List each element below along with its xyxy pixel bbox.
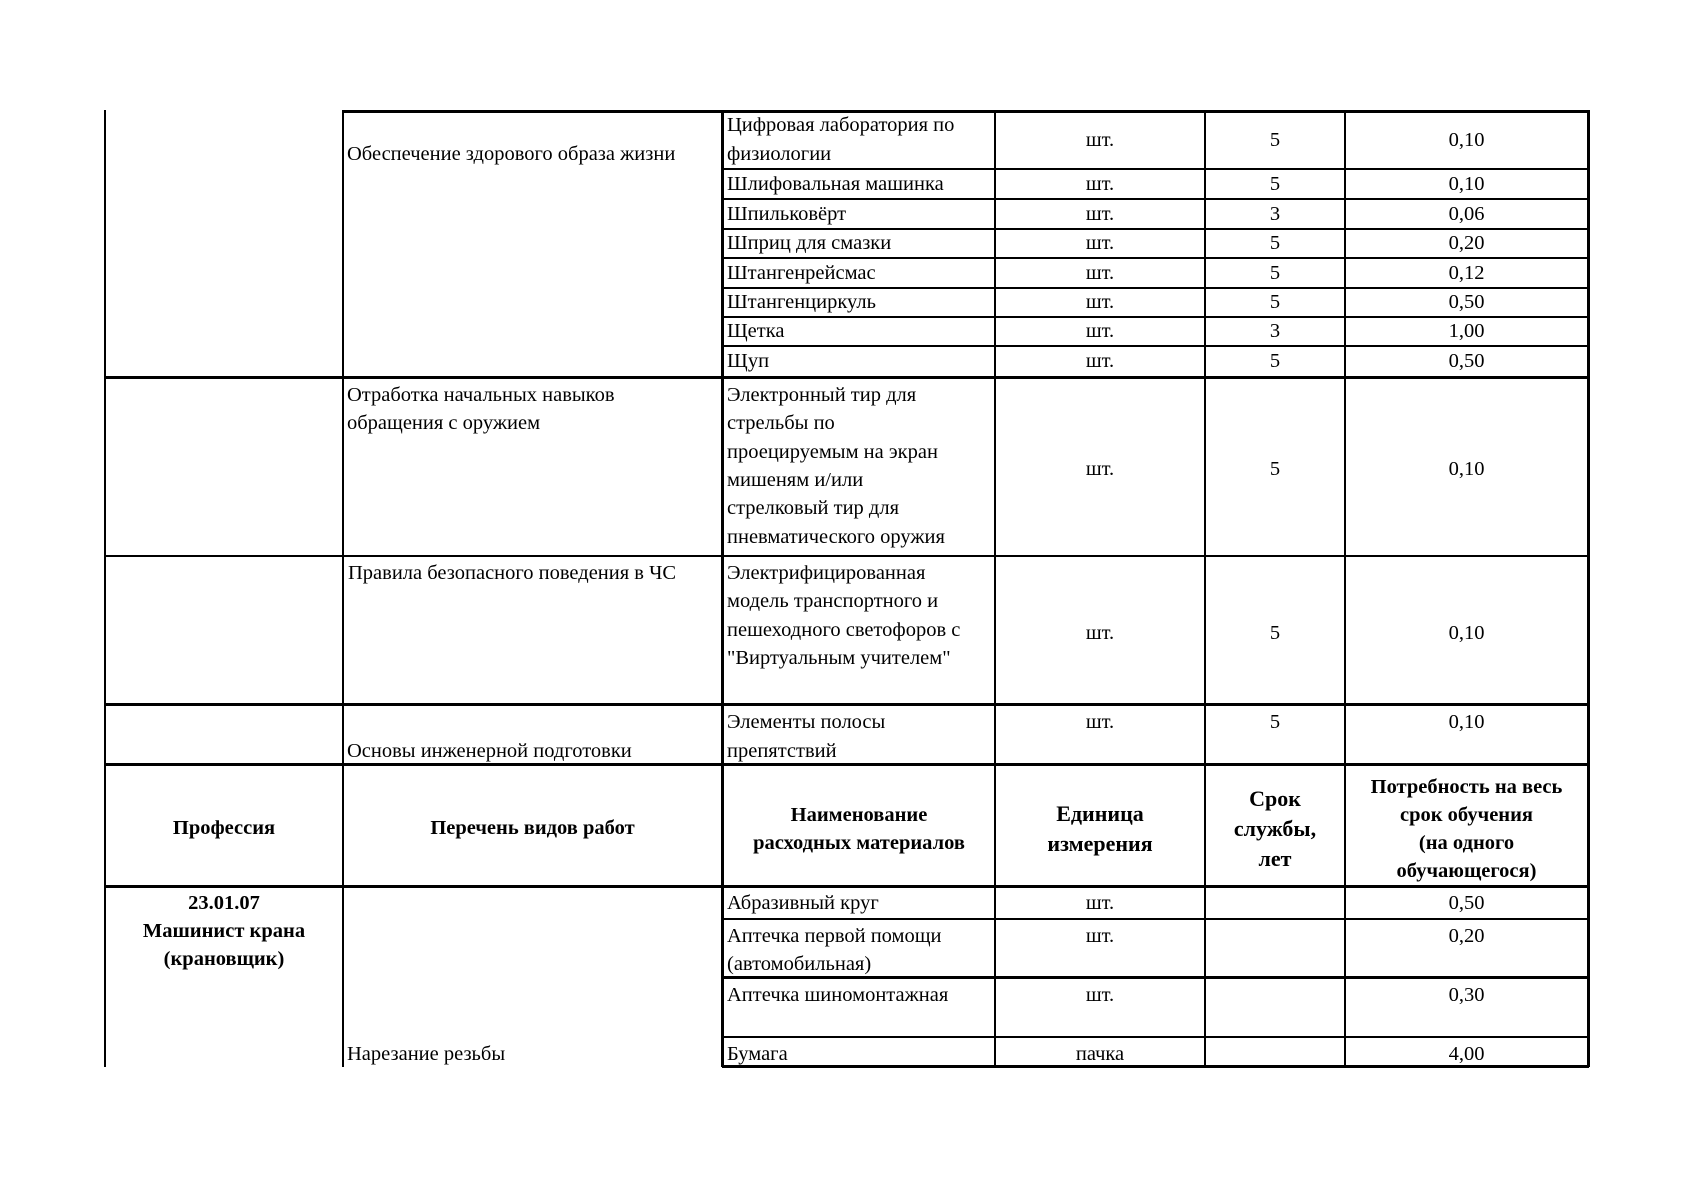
table-rule [104, 703, 1589, 706]
header-need: (на одного [1418, 832, 1515, 854]
table-rule [342, 110, 344, 1067]
header-unit: измерения [1047, 831, 1153, 856]
table-cell-need: 0,06 [1448, 203, 1485, 225]
header-need: обучающегося) [1396, 860, 1537, 882]
table-cell-name: модель транспортного и [727, 590, 939, 612]
table-cell-years: 5 [1269, 711, 1281, 733]
table-cell-name: мишеням и/или [727, 469, 864, 491]
table-cell-unit: шт. [1085, 173, 1115, 195]
table-cell-name: Щетка [727, 320, 785, 342]
table-cell-unit: шт. [1085, 203, 1115, 225]
header-need: срок обучения [1399, 804, 1534, 826]
table-cell-name: Шприц для смазки [727, 232, 892, 254]
table-cell-need: 4,00 [1448, 1043, 1485, 1065]
table-cell-name: (автомобильная) [727, 953, 872, 975]
table-cell-work: Правила безопасного поведения в ЧС [348, 562, 677, 584]
table-cell-name: пневматического оружия [727, 526, 945, 548]
table-cell-name: препятствий [727, 740, 837, 762]
table-cell-unit: шт. [1085, 350, 1115, 372]
header-need: Потребность на весь [1370, 776, 1563, 798]
table-cell-need: 0,30 [1448, 984, 1485, 1006]
profession-title: Машинист крана [142, 920, 306, 942]
table-cell-name: Аптечка первой помощи [727, 925, 942, 947]
table-cell-years: 5 [1269, 129, 1281, 151]
table-cell-name: Элементы полосы [727, 711, 886, 733]
table-cell-name: Цифровая лаборатория по [727, 114, 955, 136]
table-rule [721, 110, 724, 1067]
table-cell-years: 5 [1269, 173, 1281, 195]
table-cell-unit: шт. [1085, 291, 1115, 313]
table-cell-name: Электрифицированная [727, 562, 926, 584]
table-cell-name: Шлифовальная машинка [727, 173, 944, 195]
table-cell-name: Электронный тир для [727, 384, 917, 406]
table-rule [104, 763, 1589, 766]
header-unit: Единица [1056, 801, 1144, 826]
table-cell-work: Отработка начальных навыков [347, 384, 615, 406]
table-cell-name: Штангенциркуль [727, 291, 876, 313]
table-cell-name: пешеходного светофоров с [727, 619, 961, 641]
table-cell-unit: шт. [1085, 711, 1115, 733]
table-cell-unit: шт. [1085, 232, 1115, 254]
table-cell-work: обращения с оружием [347, 412, 541, 434]
table-cell-unit: шт. [1085, 892, 1115, 914]
table-cell-need: 0,10 [1448, 173, 1485, 195]
header-works: Перечень видов работ [430, 817, 635, 839]
table-cell-years: 5 [1269, 262, 1281, 284]
header-years: службы, [1233, 816, 1317, 841]
table-cell-years: 5 [1269, 350, 1281, 372]
table-cell-years: 5 [1269, 291, 1281, 313]
profession-code: 23.01.07 [188, 892, 260, 914]
table-rule [722, 918, 1589, 920]
table-cell-need: 1,00 [1448, 320, 1485, 342]
table-cell-need: 0,50 [1448, 291, 1485, 313]
table-cell-unit: шт. [1085, 622, 1115, 644]
table-cell-name: Аптечка шиномонтажная [727, 984, 949, 1006]
table-rule [104, 376, 1589, 379]
table-cell-need: 0,50 [1448, 350, 1485, 372]
table-cell-years: 5 [1269, 622, 1281, 644]
table-cell-name: Шпильковёрт [727, 203, 847, 225]
table-cell-need: 0,20 [1448, 232, 1485, 254]
table-cell-years: 5 [1269, 232, 1281, 254]
table-cell-work: Обеспечение здорового образа жизни [347, 143, 676, 165]
table-cell-name: "Виртуальным учителем" [727, 647, 951, 669]
table-cell-need: 0,10 [1448, 129, 1485, 151]
table-cell-unit: шт. [1085, 984, 1115, 1006]
header-name: Наименование [790, 804, 928, 826]
profession-title: (крановщик) [163, 948, 285, 970]
table-cell-need: 0,10 [1448, 711, 1485, 733]
table-cell-years: 3 [1269, 320, 1281, 342]
table-rule [343, 110, 1589, 113]
table-cell-need: 0,50 [1448, 892, 1485, 914]
table-cell-name: стрельбы по [727, 412, 835, 434]
header-years: лет [1258, 846, 1292, 871]
table-rule [1587, 110, 1590, 1067]
table-cell-unit: шт. [1085, 320, 1115, 342]
table-cell-name: физиологии [727, 143, 832, 165]
table-cell-work: Нарезание резьбы [347, 1043, 506, 1065]
table-cell-name: Бумага [727, 1043, 788, 1065]
table-cell-name: Штангенрейсмас [727, 262, 876, 284]
table-cell-work: Основы инженерной подготовки [347, 740, 632, 762]
table-cell-need: 0,12 [1448, 262, 1485, 284]
table-cell-name: стрелковый тир для [727, 497, 899, 519]
table-cell-unit: шт. [1085, 925, 1115, 947]
table-cell-years: 3 [1269, 203, 1281, 225]
table-cell-name: Абразивный круг [727, 892, 879, 914]
table-cell-need: 0,10 [1448, 622, 1485, 644]
header-name: расходных материалов [753, 832, 965, 854]
table-cell-need: 0,10 [1448, 458, 1485, 480]
table-rule [104, 555, 1589, 557]
header-years: Срок [1249, 786, 1301, 811]
table-cell-unit: шт. [1085, 262, 1115, 284]
table-cell-unit: шт. [1085, 458, 1115, 480]
table-cell-unit: шт. [1085, 129, 1115, 151]
table-cell-unit: пачка [1075, 1043, 1125, 1065]
table-cell-name: проецируемым на экран [727, 441, 938, 463]
table-rule [722, 1036, 1589, 1038]
table-cell-need: 0,20 [1448, 925, 1485, 947]
table-cell-name: Щуп [727, 350, 770, 372]
header-profession: Профессия [172, 817, 276, 839]
table-cell-years: 5 [1269, 458, 1281, 480]
